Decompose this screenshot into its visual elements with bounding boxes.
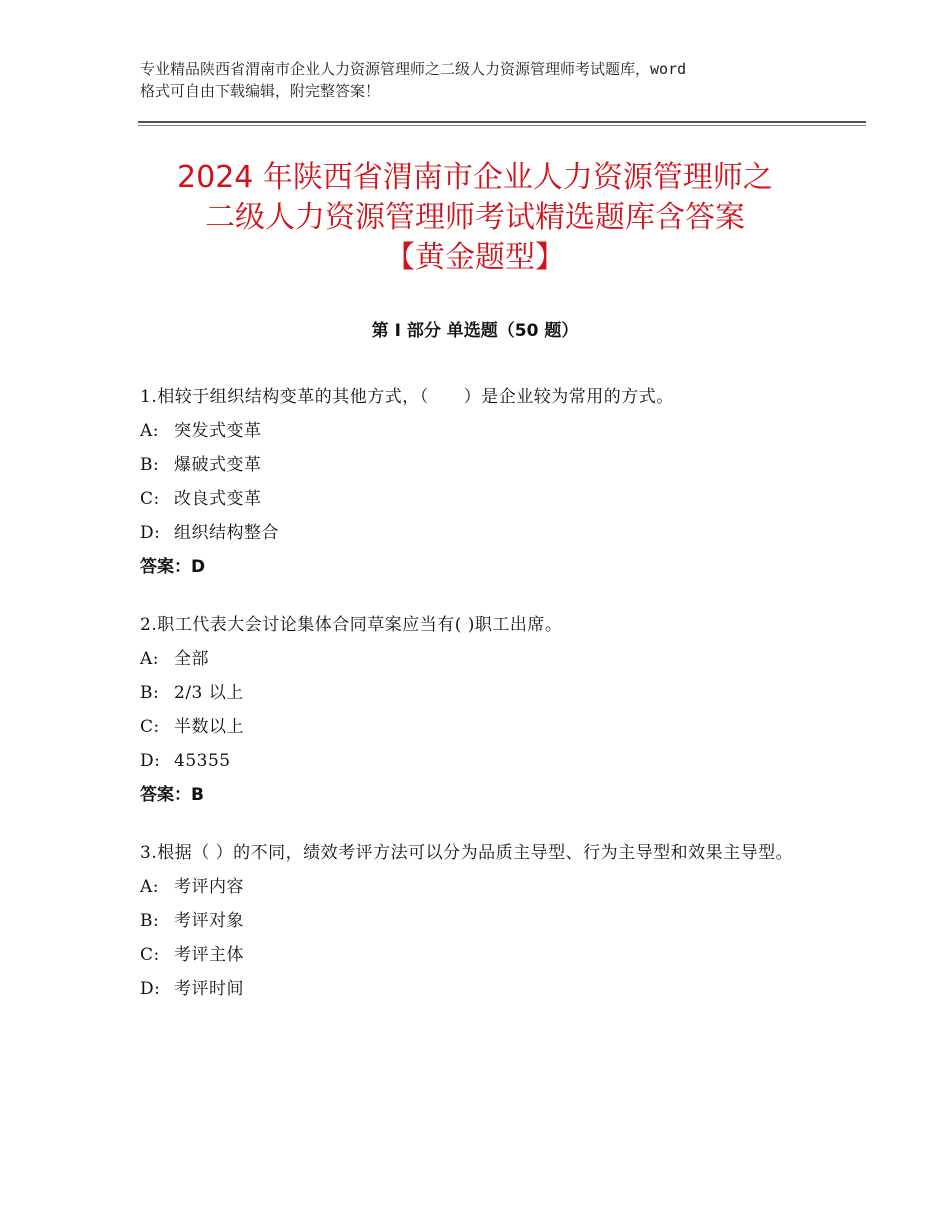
answer-line: 答案：D bbox=[140, 557, 206, 577]
question-3 bbox=[140, 836, 820, 1006]
option-d bbox=[140, 972, 820, 1006]
header-note-line-1: 专业精品陕西省渭南市企业人力资源管理师之二级人力资源管理师考试题库，word bbox=[140, 60, 687, 78]
question-1 bbox=[140, 380, 820, 584]
option-text: 半数以上 bbox=[174, 717, 244, 737]
option-key: C: bbox=[140, 489, 160, 509]
document-title-line-2: 二级人力资源管理师考试精选题库含答案 bbox=[205, 200, 745, 235]
option-text: 突发式变革 bbox=[174, 421, 262, 441]
option-key: C: bbox=[140, 717, 160, 737]
option-text: 考评对象 bbox=[174, 911, 244, 931]
option-d bbox=[140, 744, 820, 778]
option-b bbox=[140, 448, 820, 482]
option-c bbox=[140, 710, 820, 744]
option-text: 改良式变革 bbox=[174, 489, 262, 509]
option-c bbox=[140, 938, 820, 972]
option-key: D: bbox=[140, 523, 161, 543]
header-note-line-2: 格式可自由下载编辑，附完整答案！ bbox=[140, 82, 381, 100]
header-divider-thick bbox=[138, 121, 866, 123]
option-b bbox=[140, 676, 820, 710]
option-text: 考评内容 bbox=[174, 877, 244, 897]
option-text: 考评时间 bbox=[174, 979, 244, 999]
option-c bbox=[140, 482, 820, 516]
header-note bbox=[140, 58, 820, 102]
option-key: D: bbox=[140, 751, 161, 771]
header-divider-thin bbox=[138, 125, 866, 126]
option-key: B: bbox=[140, 911, 160, 931]
document-title bbox=[100, 158, 850, 278]
option-text: 组织结构整合 bbox=[174, 523, 279, 543]
document-title-line-1: 2024 年陕西省渭南市企业人力资源管理师之 bbox=[177, 160, 773, 195]
option-key: A: bbox=[140, 877, 160, 897]
option-a bbox=[140, 414, 820, 448]
question-2 bbox=[140, 608, 820, 812]
option-b bbox=[140, 904, 820, 938]
option-text: 全部 bbox=[174, 649, 209, 669]
option-text: 爆破式变革 bbox=[174, 455, 262, 475]
option-text: 45355 bbox=[174, 751, 231, 771]
option-d bbox=[140, 516, 820, 550]
answer-line: 答案：B bbox=[140, 785, 204, 805]
section-heading: 第 I 部分 单选题（50 题） bbox=[371, 321, 579, 341]
option-key: D: bbox=[140, 979, 161, 999]
option-a bbox=[140, 870, 820, 904]
option-text: 考评主体 bbox=[174, 945, 244, 965]
option-key: B: bbox=[140, 683, 160, 703]
option-key: A: bbox=[140, 649, 160, 669]
option-key: A: bbox=[140, 421, 160, 441]
question-list bbox=[140, 380, 820, 1030]
question-stem: 2.职工代表大会讨论集体合同草案应当有( )职工出席。 bbox=[140, 615, 563, 635]
option-key: B: bbox=[140, 455, 160, 475]
question-stem: 3.根据（ ）的不同，绩效考评方法可以分为品质主导型、行为主导型和效果主导型。 bbox=[140, 843, 794, 863]
option-text: 2/3 以上 bbox=[174, 683, 244, 703]
document-title-line-3: 【黄金题型】 bbox=[385, 240, 565, 275]
option-a bbox=[140, 642, 820, 676]
question-stem: 1.相较于组织结构变革的其他方式，（ ）是企业较为常用的方式。 bbox=[140, 387, 674, 407]
option-key: C: bbox=[140, 945, 160, 965]
